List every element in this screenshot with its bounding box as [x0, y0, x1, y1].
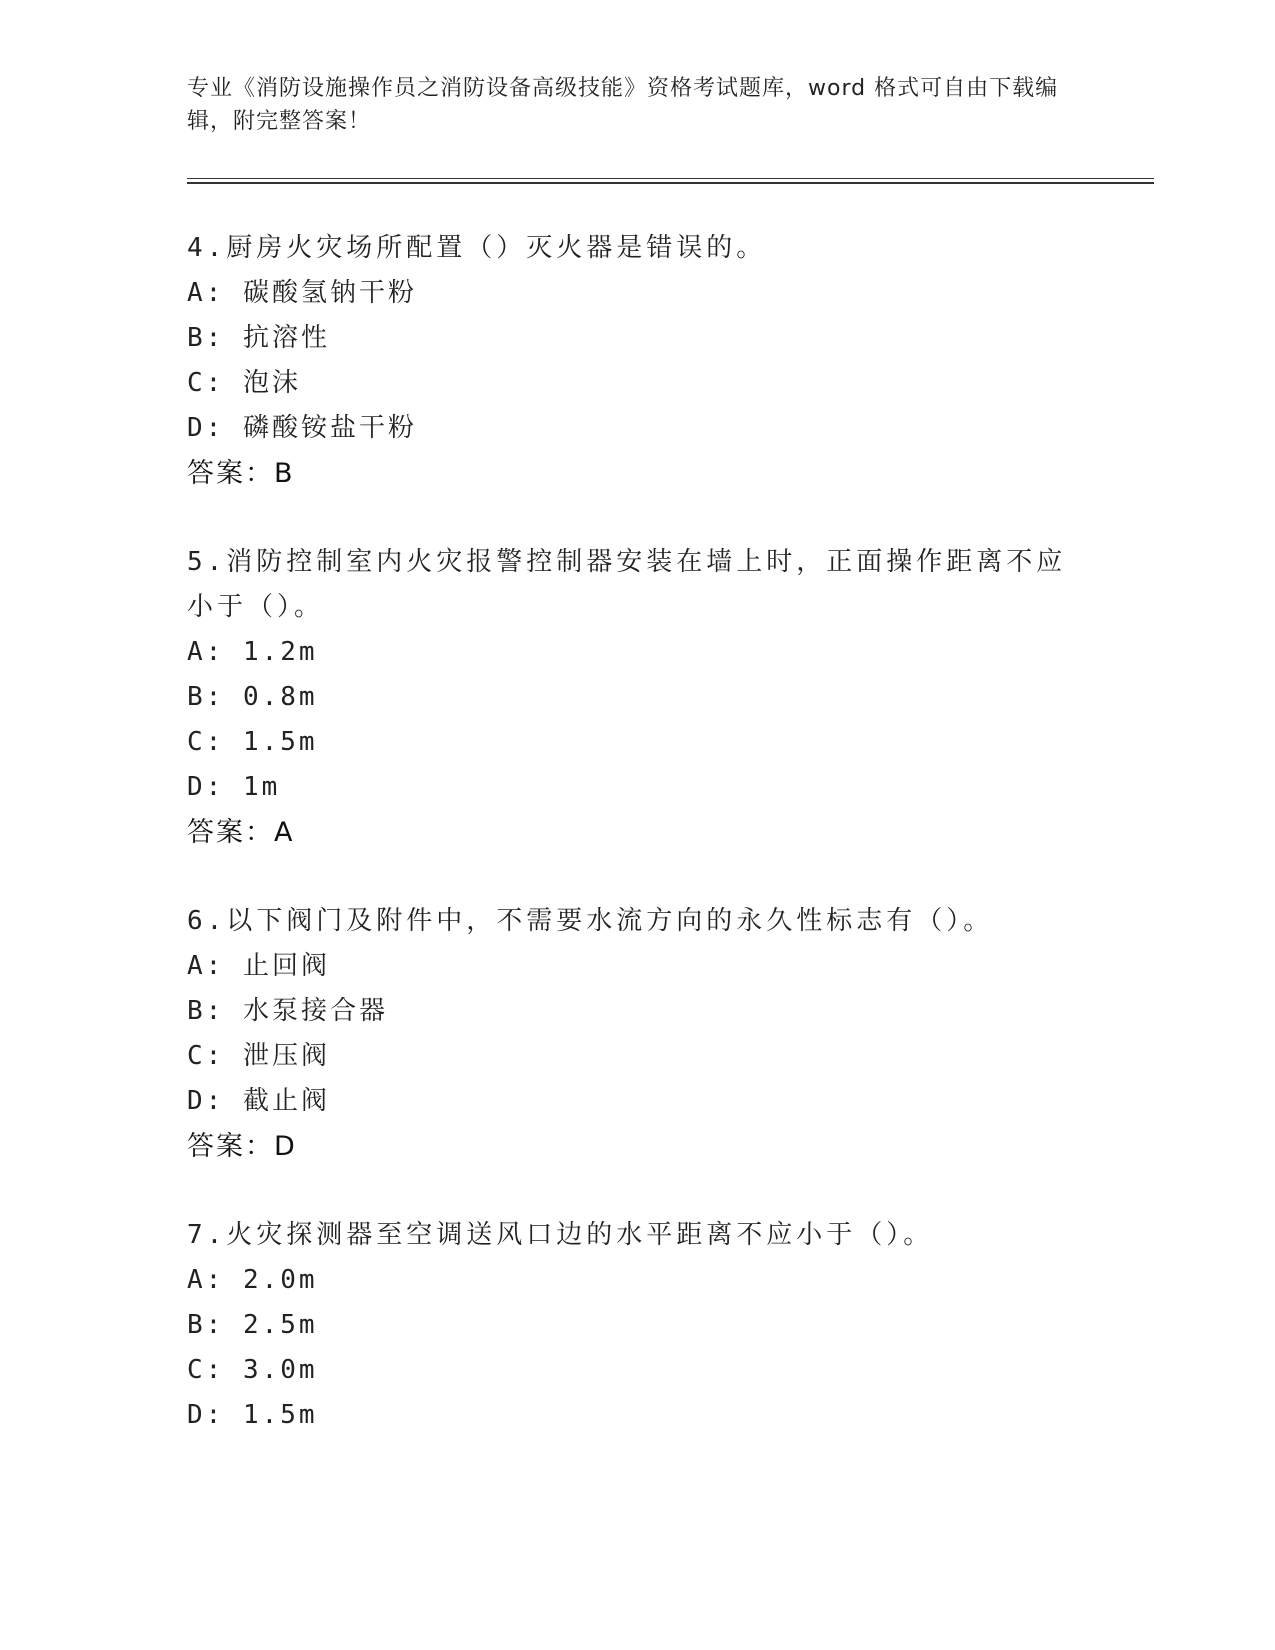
option-a: A: 碳酸氢钠干粉 [187, 278, 417, 308]
answer-line: 答案：D [187, 1131, 297, 1162]
answer-line: 答案：B [187, 458, 295, 489]
question-4 [187, 226, 1087, 496]
question-7 [187, 1213, 1087, 1438]
header-divider-thick [187, 182, 1154, 184]
question-stem: 7.火灾探测器至空调送风口边的水平距离不应小于（）。 [187, 1220, 934, 1250]
question-stem: 6.以下阀门及附件中，不需要水流方向的永久性标志有（）。 [187, 906, 994, 936]
question-5 [187, 540, 1087, 855]
option-c: C: 3.0m [187, 1355, 318, 1385]
option-d: D: 磷酸铵盐干粉 [187, 413, 417, 443]
option-b: B: 水泵接合器 [187, 996, 388, 1026]
option-b: B: 0.8m [187, 682, 318, 712]
option-a: A: 1.2m [187, 637, 318, 667]
question-6 [187, 899, 1087, 1169]
option-c: C: 泄压阀 [187, 1041, 330, 1071]
option-d: D: 1.5m [187, 1400, 318, 1430]
answer-line: 答案：A [187, 817, 295, 848]
option-d: D: 1m [187, 772, 281, 802]
header-divider-thin [187, 178, 1154, 179]
option-a: A: 止回阀 [187, 951, 330, 981]
option-d: D: 截止阀 [187, 1086, 330, 1116]
option-a: A: 2.0m [187, 1265, 318, 1295]
option-c: C: 1.5m [187, 727, 318, 757]
question-stem: 4.厨房火灾场所配置（）灭火器是错误的。 [187, 233, 767, 263]
option-b: B: 抗溶性 [187, 323, 330, 353]
question-stem: 5.消防控制室内火灾报警控制器安装在墙上时，正面操作距离不应小于（）。 [187, 547, 1067, 622]
question-list [187, 226, 1087, 1482]
option-c: C: 泡沫 [187, 368, 301, 398]
option-b: B: 2.5m [187, 1310, 318, 1340]
document-header: 专业《消防设施操作员之消防设备高级技能》资格考试题库，word 格式可自由下载编辑，附完整答案！ [187, 76, 1059, 134]
